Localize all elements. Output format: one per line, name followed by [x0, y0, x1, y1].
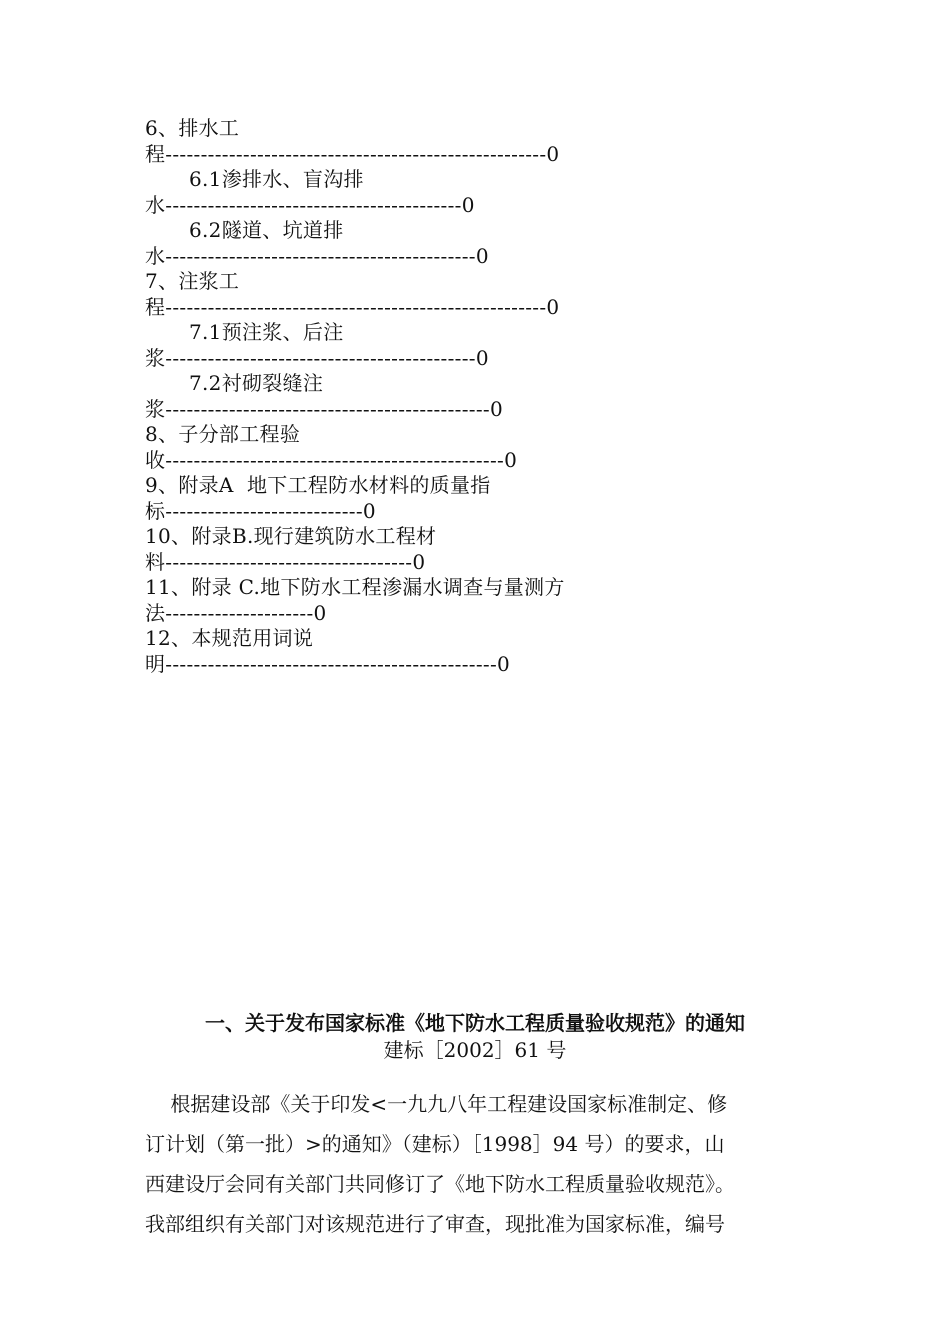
- toc-entry-title: 7、注浆工: [145, 269, 240, 293]
- toc-entry-leader: 浆----------------------------------------------0: [145, 396, 503, 421]
- toc-entry-leader: 水------------------------------------------0: [145, 192, 475, 217]
- toc-entry-title: 7.2衬砌裂缝注: [189, 371, 324, 395]
- toc-entry-leader: 法---------------------0: [145, 600, 327, 625]
- document-number: 建标［2002］61 号: [383, 1038, 567, 1062]
- toc-entry-leader: 程------------------------------------------------------0: [145, 141, 560, 166]
- body-paragraph: [145, 1084, 825, 1244]
- toc-entry-title: 6、排水工: [145, 116, 240, 140]
- body-line: 订计划（第一批）>的通知》（建标）［1998］94 号）的要求，山: [145, 1132, 725, 1156]
- toc-entry-leader: 明-----------------------------------------------0: [145, 651, 511, 676]
- toc-entry-leader: 标----------------------------0: [145, 498, 376, 523]
- toc-entry-title: 6.2隧道、坑道排: [189, 218, 344, 242]
- toc-entry-leader: 程------------------------------------------------------0: [145, 294, 560, 319]
- toc-entry-leader: 水--------------------------------------------0: [145, 243, 489, 268]
- toc-entry-title: 12、本规范用词说: [145, 626, 314, 650]
- toc-entry-title: 9、附录A 地下工程防水材料的质量指: [145, 473, 491, 497]
- toc-entry-title: 11、附录 C.地下防水工程渗漏水调查与量测方: [145, 575, 565, 599]
- toc-entry-title: 10、附录B.现行建筑防水工程材: [145, 524, 437, 548]
- toc-entry-leader: 收------------------------------------------------0: [145, 447, 518, 472]
- table-of-contents: [145, 116, 825, 677]
- toc-entry-title: 7.1预注浆、后注: [189, 320, 344, 344]
- toc-entry-title: 6.1渗排水、盲沟排: [189, 167, 364, 191]
- toc-entry-title: 8、子分部工程验: [145, 422, 301, 446]
- section-heading: 一、关于发布国家标准《地下防水工程质量验收规范》的通知: [205, 1011, 745, 1035]
- body-line: 西建设厅会同有关部门共同修订了《地下防水工程质量验收规范》。: [145, 1172, 735, 1196]
- body-line: 我部组织有关部门对该规范进行了审查，现批准为国家标准，编号: [145, 1212, 725, 1236]
- toc-entry-leader: 料-----------------------------------0: [145, 549, 426, 574]
- toc-entry-leader: 浆--------------------------------------------0: [145, 345, 489, 370]
- body-line: 根据建设部《关于印发<一九九八年工程建设国家标准制定、修: [145, 1092, 728, 1116]
